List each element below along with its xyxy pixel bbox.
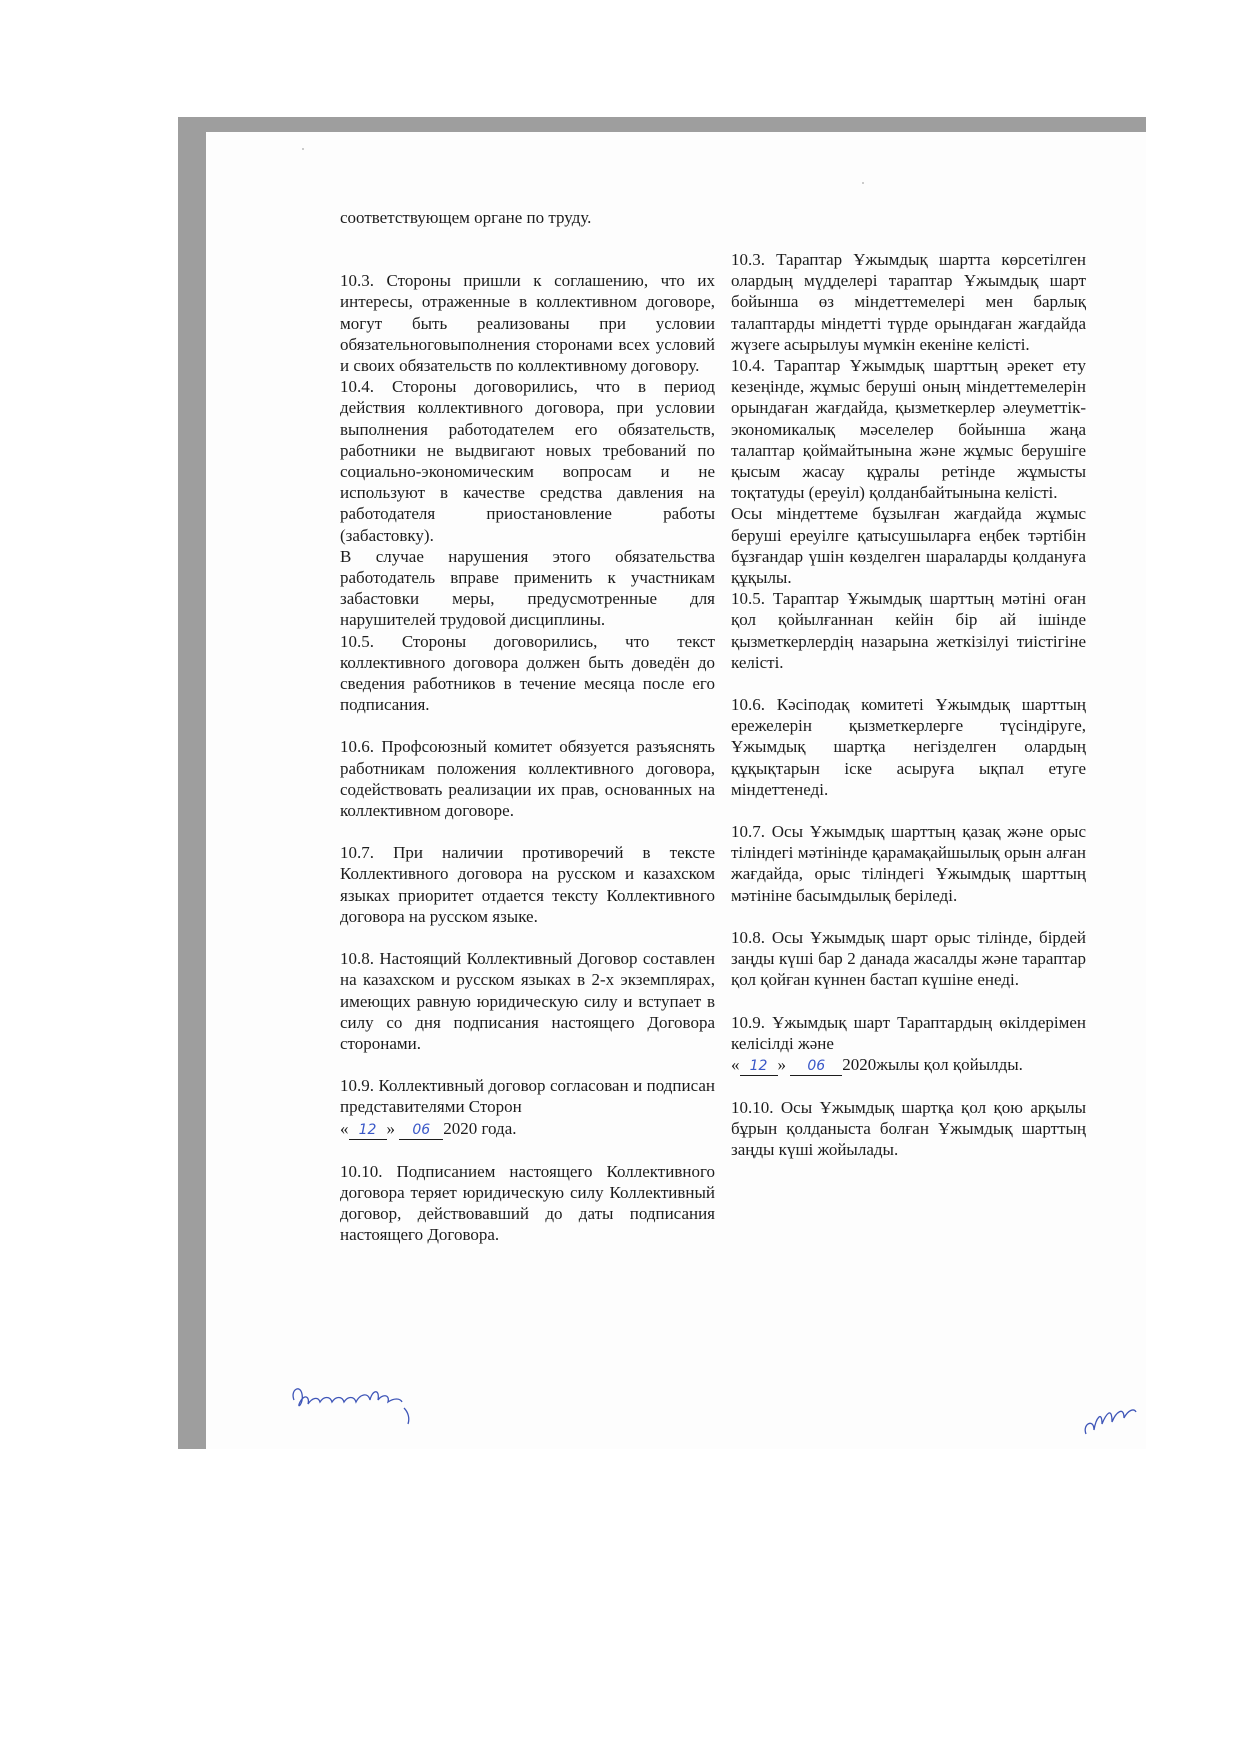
kz-clause-10-5: 10.5. Тараптар Ұжымдық шарттың мәтіні оған қол қойылғаннан кейін бір ай ішінде қызметкерлердің назарына жеткізілуі тиістігіне келісті. — [731, 589, 1086, 672]
ru-clause-10-10: 10.10. Подписанием настоящего Коллективного договора теряет юридическую силу Коллективный договор, действовавший до даты подписания настоящего Договора. — [340, 1161, 715, 1245]
ru-clause-10-3: 10.3. Стороны пришли к соглашению, что их интересы, отраженные в коллективном договоре, могут быть реализованы при условии обязательноговыполнения сторонами всех условий и своих обязательств по коллективному договору. — [340, 271, 715, 376]
russian-column — [340, 207, 715, 1245]
kz-clause-10-4-violation: Осы міндеттеме бұзылған жағдайда жұмыс беруші ереуілге қатысушыларға еңбек тәртібін бұзғандар үшін көзделген шараларды қолдануға құқылы. — [731, 504, 1086, 588]
ru-clause-10-4: 10.4. Стороны договорились, что в период действия коллективного договора, при условии выполнения работодателем его обязательств, работники не выдвигают новых требований по социально-экономическим вопросам и не используют в качестве средства давления на работодателя приостановление работы (забастовку). — [340, 377, 715, 545]
ru-clause-10-4-violation: В случае нарушения этого обязательства работодатель вправе применить к участникам забастовки меры, предусмотренные для нарушителей трудовой дисциплины. — [340, 546, 715, 630]
kz-clause-10-9: 10.9. Ұжымдық шарт Тараптардың өкілдерімен келісілді және — [731, 1012, 1086, 1053]
kz-clause-10-3: 10.3. Тараптар Ұжымдық шартта көрсетілген олардың мүдделері тараптар Ұжымдық шарт бойынша өз міндеттемелері мен барлық талаптарды міндетті түрде орындаған жағдайда жүзеге асырылуы мүмкін екеніне келісті. — [731, 250, 1086, 354]
kz-clause-10-8: 10.8. Осы Ұжымдық шарт орыс тілінде, бірдей заңды күші бар 2 данада жасалды және тараптар қол қойған күннен бастап күшіне енеді. — [731, 927, 1086, 990]
kz-clause-10-7: 10.7. Осы Ұжымдық шарттың қазақ және орыс тіліндегі мәтінінде қарамақайшылық орын алған жағдайда, орыс тіліндегі Ұжымдық шарттың мәтініне басымдылық беріледі. — [731, 822, 1086, 905]
ru-paragraph-continuation: соответствующем органе по труду. — [340, 208, 592, 227]
kz-signing-date: « 12 » 06 2020жылы қол қойылды. — [731, 1054, 1023, 1074]
kz-clause-10-6: 10.6. Кәсіподақ комитеті Ұжымдық шарттың ережелерін қызметкерлерге түсіндіруге, Ұжымдық шартқа негізделген олардың құқықтарын іске асыруға ықпал етуге міндеттенеді. — [731, 695, 1086, 799]
kz-date-month-field: 06 — [790, 1056, 842, 1076]
scan-speck — [862, 182, 864, 184]
kz-clause-10-10: 10.10. Осы Ұжымдық шартқа қол қою арқылы бұрын қолданыста болған Ұжымдық шарттың заңды күші жойылады. — [731, 1097, 1086, 1160]
ru-clause-10-5: 10.5. Стороны договорились, что текст коллективного договора должен быть доведён до сведения работников в течение месяца после его подписания. — [340, 631, 715, 715]
ru-date-month-field: 06 — [399, 1120, 443, 1140]
ru-clause-10-8: 10.8. Настоящий Коллективный Договор составлен на казахском и русском языках в 2-х экземплярах, имеющих равную юридическую силу и вступает в силу со дня подписания настоящего Договора сторонами. — [340, 949, 715, 1053]
ru-clause-10-7: 10.7. При наличии противоречий в тексте Коллективного договора на русском и казахском языках приоритет отдается тексту Коллективного договора на русском языке. — [340, 843, 715, 926]
ru-clause-10-6: 10.6. Профсоюзный комитет обязуется разъяснять работникам положения коллективного договора, содействовать реализации их прав, основанных на коллективном договоре. — [340, 737, 715, 821]
kz-clause-10-4: 10.4. Тараптар Ұжымдық шарттың әрекет ету кезеңінде, жұмыс беруші оның міндеттемелерін орындаған жағдайда, қызметкерлер әлеуметтік-экономикалық мәселелер бойынша жаңа талаптар қоймайтынына және жұмыс берушіге қысым жасау құралы ретінде жұмысты тоқтатуды (ереуіл) қолданбайтынына келісті. — [731, 356, 1086, 503]
kazakh-column — [731, 228, 1086, 1161]
kz-date-day-field: 12 — [740, 1056, 778, 1076]
ru-signing-date: « 12 » 06 2020 года. — [340, 1118, 517, 1138]
ru-clause-10-9: 10.9. Коллективный договор согласован и подписан представителями Сторон — [340, 1076, 715, 1117]
ru-date-day-field: 12 — [349, 1120, 387, 1140]
scan-speck — [302, 148, 304, 150]
